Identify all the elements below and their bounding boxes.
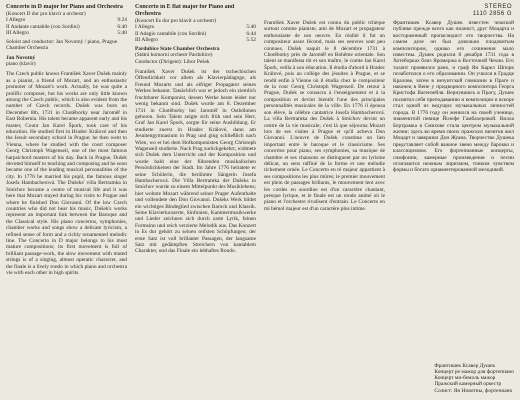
concerto-d-title: Concerto in D major for Piano and Orchestra <box>6 4 123 10</box>
russian-text: Франтишек Ксавер Душек известен чешской публике прежде всего как пианист, друг Моцарта и восторженный пропагандист его творчества. На самом деле он был довольно плодовитым композитором, однако его сочинения мало известны. Душек родился 8 декабря 1731 года в Хотеборках близ Яромержа в Восточной Чехии. Его талант проявился рано, и граф Ян Карел Шпорк позаботился о его образовании. Он учился в Градце Кралове, затем в иезуитской гимназии в Праге и наконец в Вене у придворного композитора Георга Кристофа Вагензейля. Вернувшись в Прагу, Душек посвятил себя преподаванию и композиции и вскоре стал одной из ведущих музыкальных личностей города. В 1776 году он женился на своей ученице, знаменитой певице Йозефе Гамбахеровой. Вилла Бертрамка в Смихове стала центром музыкальной жизни; здесь во время своих пражских визитов жил Моцарт и завершил Дон Жуана. Творчество Душека представляет собой важное звено между барокко и классицизмом. Его фортепианные концерты, симфонии, камерные произведения и песни отличаются нежным лиризмом, тонким чувством формы и богато орнаментированной мелодикой. <box>393 20 514 174</box>
french-text: František Xaver Dušek est connu du public tchèque surtout comme pianiste, ami de Mozart et propagateur enthousiaste de son oeuvre. En réalité il fut un compositeur assez fécond, mais ses oeuvres sont peu connues. Dušek naquit le 8 décembre 1731 à Chotěborky près de Jaroměř en Bohême orientale. Son talent se manifesta tôt et son maître, le comte Jan Karel Špork, veilla à son éducation. Il étudia d'abord à Hradec Králové, puis au collège des jésuites à Prague, et se rendit enfin à Vienne où il étudia chez le compositeur de la cour Georg Christoph Wagenseil. De retour à Prague, Dušek se consacra à l'enseignement et à la composition et devint bientôt l'une des principales personnalités musicales de la ville. En 1776 il épousa son élève, la célèbre cantatrice Josefa Hambacherová. La villa Bertramka des Dušek à Smíchov devint un centre de la vie musicale; c'est là que séjourna Mozart lors de ses visites à Prague et qu'il acheva Don Giovanni. L'oeuvre de Dušek constitue un lien important entre le baroque et le classicisme. Ses concertos pour piano, ses symphonies, sa musique de chambre et ses chansons se distinguent par un lyrisme délicat, un sens raffiné de la forme et une mélodie richement ornée. Le Concerto en ré majeur appartient à ses compositions les plus mûres; le premier mouvement est plein de passages brillants, le mouvement lent avec les cordes en sourdine est d'un caractère chantant, presque lyrique, et le finale est un rondo animé où le piano et l'orchestre rivalisent d'entrain. Le Concerto en mi bémol majeur est d'un caractère plus intime. <box>264 20 385 212</box>
column-english <box>6 4 127 396</box>
track-time: 6:44 <box>246 30 256 37</box>
russian-footer <box>434 363 514 394</box>
german-text: František Xaver Dušek ist der tschechischen Öffentlichkeit vor allem als Klavierpädagoge, als Freund Mozarts und als eifriger Propagator seines Werkes bekannt. Tatsächlich war er jedoch ein ziemlich fruchtbarer Komponist, dessen Werke heute leider nur wenig bekannt sind. Dušek wurde am 8. Dezember 1731 in Chotěborky bei Jaroměř in Ostböhmen geboren. Sein Talent zeigte sich früh und sein Herr, Graf Jan Karel Špork, sorgte für seine Ausbildung. Er studierte zuerst in Hradec Králové, dann am Jesuitengymnasium in Prag und ging schließlich nach Wien, wo er bei dem Hofkomponisten Georg Christoph Wagenseil studierte. Nach Prag zurückgekehrt, widmete sich Dušek dem Unterricht und der Komposition und wurde bald eine der führenden musikalischen Persönlichkeiten der Stadt. Im Jahre 1776 heiratete er seine Schülerin, die berühmte Sängerin Josefa Hambacherová. Die Villa Bertramka der Dušeks in Smíchov wurde zu einem Mittelpunkt des Musiklebens; hier wohnte Mozart während seiner Prager Aufenthalte und vollendete den Don Giovanni. Dušeks Werk bildet ein wichtiges Bindeglied zwischen Barock und Klassik. Seine Klavierkonzerte, Sinfonien, Kammermusikwerke und Lieder zeichnen sich durch zarte Lyrik, feinen Formsinn und reich verzierte Melodik aus. Das Konzert in Es dur gehört zu seinen reifsten Schöpfungen; der erste Satz ist voll brillanter Passagen, der langsame Satz mit gedämpften Streichern von kantablem Charakter, und das Finale ein lebhaftes Rondo. <box>135 69 256 255</box>
track-name: III Allegro <box>6 29 29 36</box>
footer-line: Солист: Ян Новотны, фортепиано <box>434 387 513 394</box>
column-german <box>135 4 256 396</box>
track-time: 9:24 <box>117 17 127 24</box>
orchestra-name: Pardubice State Chamber Orchestra <box>135 46 220 53</box>
footer-line: Пражский камерный оркестр <box>434 381 502 388</box>
concerto-d-subtitle: (Koncert D dur pro klavír a orchestr) <box>6 11 86 17</box>
orchestra-name-cz: (Státní komorní orchestr Pardubice) <box>135 52 213 59</box>
track-list-es <box>135 24 256 43</box>
concerto-es-title: Concerto in E flat major for Piano and Orchestra <box>135 4 235 17</box>
english-text: The Czech public knows František Xaver Dušek mainly as a pianist, a friend of Mozart, and an enthusiastic promoter of Mozart's work. Actually, he was quite a prolific composer, but his works are only little known among the Czech public, which is also evident from the number of Czech records. Dušek was born on December 8th, 1731 in Chotěborky near Jaroměř in East Bohemia. His talent became apparent early and his master, Count Jan Karel Špork, took care of his education. He studied first in Hradec Králové and then the Jesuit secondary school in Prague; he then went to Vienna, where he studied with the court composer Georg Christoph Wagenseil, one of the most famous harpsichord masters of his day. Back in Prague, Dušek devoted himself to teaching and composing and he soon became one of the leading musical personalities of the city. In 1776 he married his pupil, the famous singer Josefa Hambacherová. The Dušeks' villa Bertramka in Smíchov became a centre of musical life and it was here that Mozart stayed during his visits to Prague and where he finished Don Giovanni. Of the low Czech countries who did not hear his music, Dušek's works represent an important link between the Baroque and the Classical style. His piano concertos, symphonies, chamber works and songs show a delicate lyricism, a refined sense of form and a richly ornamented melodic line. The Concerto in D major belongs to his most mature compositions; its first movement is full of brilliant passage-work, the slow movement with muted strings is of a singing, almost operatic character, and the finale is a lively rondo in which piano and orchestra vie with each other in high spirits. <box>6 71 127 276</box>
column-french <box>264 4 385 396</box>
catalog-number: 1110 2856 G <box>472 11 512 17</box>
liner-notes <box>6 4 514 396</box>
track-time: 5:40 <box>246 24 256 31</box>
track-time: 5:52 <box>246 36 256 43</box>
stereo-text: STEREO <box>484 4 512 10</box>
credits-line: Soloist and conductor: Jan Novotný / piano, Prague Chamber Orchestra <box>6 39 118 52</box>
track-name: III Allegro <box>135 36 158 43</box>
track-name: I Allegro <box>135 24 155 31</box>
track-time: 6:40 <box>117 23 127 30</box>
footer-line: Концерт ми-бемоль мажор <box>434 375 496 382</box>
soloist-role: piano (klavír) <box>6 61 36 68</box>
column-russian <box>393 4 514 396</box>
track-name: I Allegro <box>6 17 26 24</box>
track-name: II Andante cantabile (con Sordini) <box>6 23 80 30</box>
track-item <box>135 37 256 43</box>
track-item <box>6 30 127 36</box>
soloist-name: Jan Novotný <box>6 54 36 61</box>
conductor-line: Conductor (Dirigent): Libor Pešek <box>135 58 210 65</box>
track-list-d <box>6 17 127 36</box>
track-name: II Adagio cantabile (con Sordini) <box>135 30 207 37</box>
track-time: 5:40 <box>117 29 127 36</box>
concerto-es-subtitle: (Koncert Es dur pro klavír a orchestr) <box>135 18 217 24</box>
footer-line: Франтишек Ксавер Душек <box>434 362 496 369</box>
stereo-label <box>473 4 512 18</box>
footer-line: Концерт ре мажор для фортепиано <box>434 368 514 375</box>
